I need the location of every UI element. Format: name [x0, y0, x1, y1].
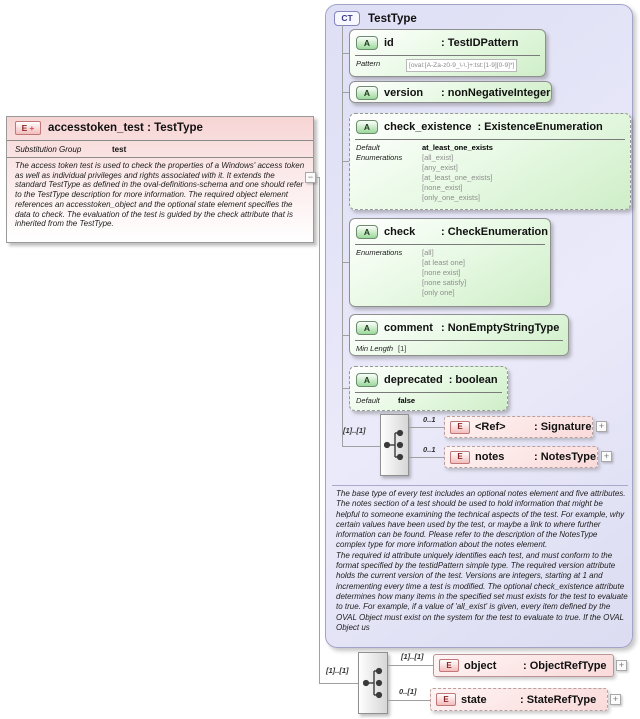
- attribute-icon: A: [356, 36, 378, 50]
- attribute-box-check: [349, 218, 551, 307]
- connector-line: [342, 53, 349, 54]
- element-icon: E: [439, 659, 459, 672]
- connector-line: [342, 446, 380, 447]
- enum-value: [none satisfy]: [422, 278, 467, 287]
- attribute-type: : boolean: [448, 374, 498, 386]
- complex-type-icon: CT: [334, 11, 360, 26]
- complex-type-header: [334, 11, 417, 26]
- element-box-ref: [444, 416, 593, 438]
- element-name: <Ref>: [475, 421, 506, 433]
- element-name: object: [464, 659, 497, 672]
- default-value: at_least_one_exists: [422, 143, 493, 152]
- substitution-group-label: Substitution Group: [15, 144, 82, 154]
- attribute-header: [350, 367, 507, 392]
- connector-line: [342, 335, 349, 336]
- plus-glyph: +: [618, 660, 625, 670]
- enum-value: [any_exist]: [422, 163, 458, 172]
- enum-value: [none exist]: [422, 268, 461, 277]
- facet-row: [356, 344, 562, 354]
- attribute-box-comment: [349, 314, 569, 356]
- attribute-icon: A: [356, 321, 378, 335]
- element-box-accesstoken-test: [6, 116, 314, 243]
- cardinality-label: [1]..[1]: [343, 426, 366, 435]
- element-title: accesstoken_test : TestType: [48, 122, 203, 134]
- divider: [7, 140, 313, 141]
- element-box-header: [7, 117, 313, 139]
- complex-type-documentation: [336, 489, 628, 633]
- default-label: Default: [356, 396, 380, 405]
- enumerations-label: Enumerations: [356, 248, 403, 257]
- element-name: state: [461, 693, 487, 706]
- sequence-glyph: [384, 428, 405, 462]
- expand-button[interactable]: [610, 694, 621, 705]
- connector-line: [409, 427, 444, 428]
- cardinality-label: 0..[1]: [399, 687, 417, 696]
- enumerations-label: Enumerations: [356, 153, 403, 162]
- attribute-box-deprecated: [349, 366, 508, 411]
- connector-line: [319, 177, 320, 684]
- attribute-name: deprecated: [384, 374, 443, 386]
- element-type: : Signature: [534, 421, 592, 433]
- complex-type-box-testtype: [325, 4, 633, 648]
- facet-label: Pattern: [356, 59, 381, 68]
- enum-value: [only one]: [422, 288, 455, 297]
- connector-line: [342, 388, 349, 389]
- cardinality-label: [1]..[1]: [401, 652, 424, 661]
- enumerations-row: [356, 248, 544, 298]
- connector-line: [342, 25, 343, 446]
- element-box-state: [430, 688, 608, 711]
- element-documentation: The access token test is used to check the properties of a Windows' access token as well as individual privileges and rights associated with it. It extends the standard TestType as defined in the oval-definitions-schema and one should refer to the TestType description for more information. The required object element references an accesstoken_object and the optional state element specifies the data to check. The evaluation of the test is guided by the check attribute that is inherited from the TestType.: [15, 161, 305, 229]
- plus-glyph: +: [598, 421, 605, 431]
- attribute-header: [350, 114, 630, 139]
- cardinality-label: 0..1: [423, 445, 436, 454]
- cardinality-label: [1]..[1]: [326, 666, 349, 675]
- cardinality-label: 0..1: [423, 415, 436, 424]
- default-value: false: [398, 396, 416, 405]
- element-box-notes: [444, 446, 598, 468]
- facet-label: Min Length: [356, 344, 394, 353]
- attribute-name: comment: [384, 322, 433, 334]
- attribute-type: : TestIDPattern: [441, 37, 519, 49]
- connector-line: [388, 700, 430, 701]
- enum-value: [only_one_exists]: [422, 193, 480, 202]
- element-type: : StateRefType: [520, 693, 597, 706]
- expand-button[interactable]: [616, 660, 627, 671]
- enum-value: [none_exist]: [422, 183, 463, 192]
- element-icon: E: [450, 421, 470, 434]
- attribute-icon: A: [356, 120, 378, 134]
- facet-value: [1]: [398, 344, 407, 353]
- divider: [7, 157, 313, 158]
- default-row: [356, 143, 624, 153]
- substitution-group-value: test: [112, 144, 127, 154]
- minus-glyph: −: [307, 172, 314, 182]
- attribute-type: : ExistenceEnumeration: [477, 121, 603, 133]
- attribute-icon: A: [356, 225, 378, 239]
- sequence-icon: [358, 652, 388, 714]
- attribute-header: [350, 82, 551, 104]
- sequence-glyph: [363, 666, 384, 700]
- element-icon-letter: E: [21, 122, 28, 133]
- element-name: notes: [475, 451, 505, 463]
- documentation-paragraph: The base type of every test includes an optional notes element and five attributes. The notes section of a test should be used to hold information that might be helpful to someone examining the technical aspects of the test. For example, why certain values have been used by the test, or maybe a link to where further information can be found. Please refer to the description of the NotesType complex type for more information about the notes element.: [336, 489, 626, 550]
- default-label: Default: [356, 143, 380, 152]
- attribute-box-version: [349, 81, 552, 103]
- element-type: : NotesType: [534, 451, 597, 463]
- plus-glyph: +: [603, 451, 610, 461]
- attribute-name: version: [384, 87, 424, 99]
- documentation-paragraph: The required id attribute uniquely identifies each test, and must conform to the format specified by the testidPattern simple type. The required version attribute holds the current version of the test. Versions are integers, starting at 1 and incrementing every time a test is modified. The optional check_existence attribute determines how many items in the specified set must exists for the test to evaluate to true. For example, if a value of 'all_exist' is given, every item defined by the OVAL Object must exist on the system for the test to evaluate to true. If the OVAL Object us: [336, 550, 628, 632]
- enum-value: [all]: [422, 248, 434, 257]
- connector-line: [342, 92, 349, 93]
- connector-line: [319, 683, 358, 684]
- divider: [332, 485, 628, 486]
- attribute-icon: A: [356, 373, 378, 387]
- enum-value: [all_exist]: [422, 153, 454, 162]
- enumerations-row: [356, 153, 624, 203]
- attribute-name: check: [384, 226, 416, 238]
- sequence-icon: [380, 414, 409, 476]
- enum-value: [at least one]: [422, 258, 465, 267]
- plus-glyph: +: [612, 694, 619, 704]
- attribute-type: : CheckEnumeration: [441, 226, 548, 238]
- attribute-type: : nonNegativeInteger: [441, 87, 551, 99]
- attribute-name: check_existence: [384, 121, 472, 133]
- default-row: [356, 396, 501, 406]
- attribute-box-id: [349, 29, 546, 77]
- expand-button[interactable]: [601, 451, 612, 462]
- attribute-header: [350, 315, 568, 340]
- plus-glyph: +: [29, 122, 35, 133]
- element-plus-icon: [15, 121, 41, 135]
- attribute-box-check-existence: [349, 113, 631, 210]
- expand-button[interactable]: [596, 421, 607, 432]
- connector-line: [409, 457, 444, 458]
- complex-type-title: TestType: [368, 12, 417, 25]
- facet-row: [356, 59, 539, 72]
- collapse-button[interactable]: [305, 172, 316, 183]
- element-icon: E: [450, 451, 470, 464]
- attribute-header: [350, 219, 550, 244]
- connector-line: [342, 262, 349, 263]
- attribute-header: [350, 30, 545, 55]
- connector-line: [388, 665, 433, 666]
- facet-value: [oval:[A-Za-z0-9_\-\.]+:tst:[1-9][0-9]*]: [406, 59, 517, 72]
- attribute-type: : NonEmptyStringType: [441, 322, 560, 334]
- attribute-name: id: [384, 37, 394, 49]
- substitution-group-row: [7, 142, 313, 156]
- connector-line: [342, 161, 349, 162]
- enum-value: [at_least_one_exists]: [422, 173, 493, 182]
- element-icon: E: [436, 693, 456, 706]
- element-type: : ObjectRefType: [523, 659, 607, 672]
- element-box-object: [433, 654, 614, 677]
- attribute-icon: A: [356, 86, 378, 100]
